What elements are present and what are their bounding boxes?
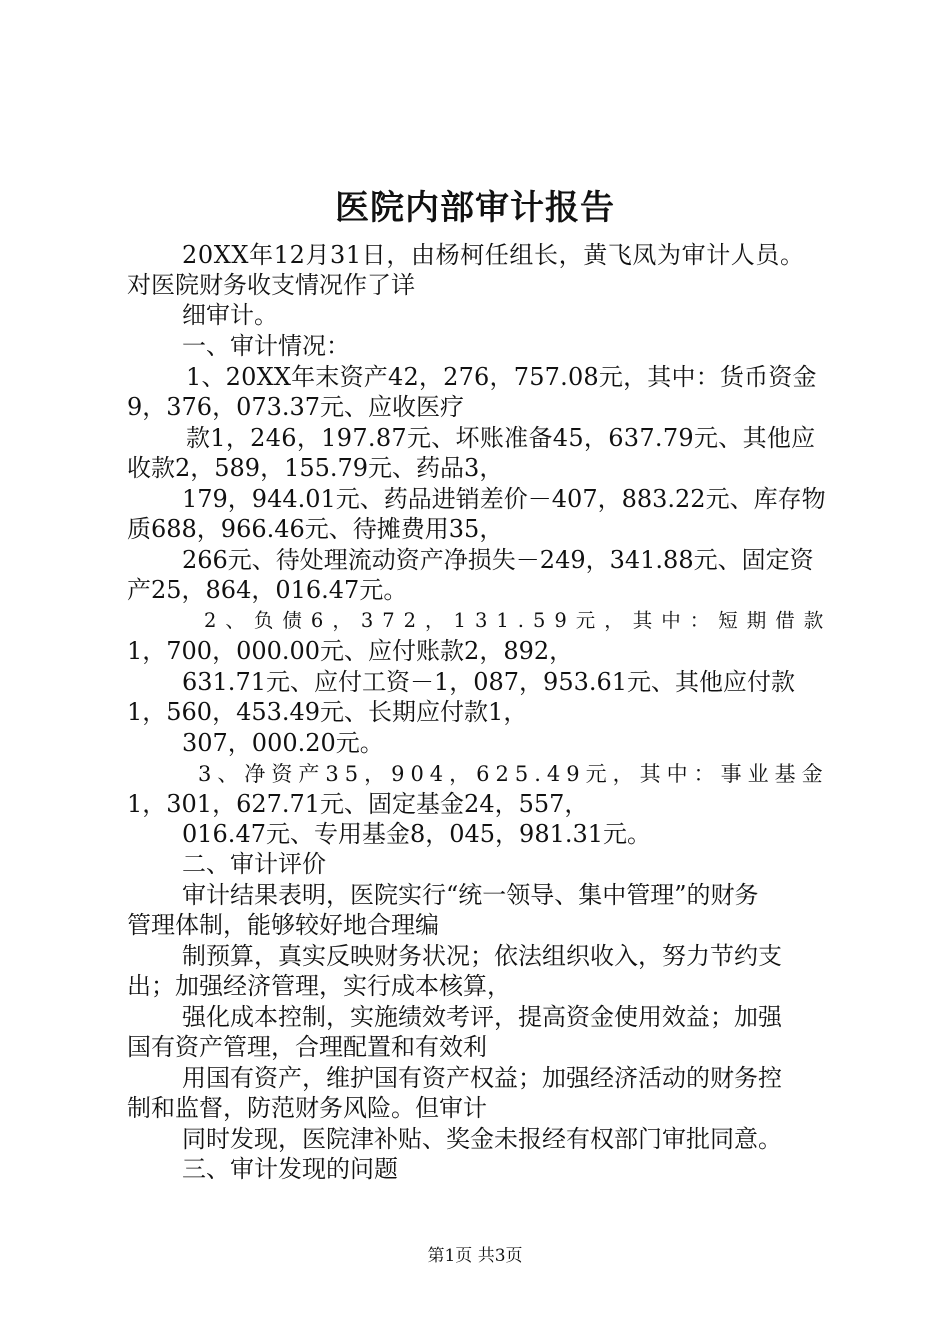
body-line: 细审计。 (182, 301, 278, 329)
body-line: 同时发现，医院津补贴、奖金未报经有权部门审批同意。 (182, 1125, 782, 1153)
body-line: 20XX年12月31日，由杨柯任组长，黄飞凤为审计人员。 (182, 241, 805, 269)
body-line: 2、负债6，372，131.59元，其中：短期借款 (204, 609, 833, 632)
body-line: 管理体制，能够较好地合理编 (127, 911, 439, 939)
body-line: 制预算，真实反映财务状况；依法组织收入，努力节约支 (182, 942, 782, 970)
body-line: 审计结果表明，医院实行“统一领导、集中管理”的财务 (182, 881, 759, 909)
body-line: 307，000.20元。 (182, 729, 384, 757)
page-number: 第1页 共3页 (427, 1246, 523, 1266)
document-title: 医院内部审计报告 (335, 188, 615, 228)
body-line: 产25，864，016.47元。 (127, 576, 408, 604)
section-heading: 一、审计情况： (182, 332, 350, 360)
body-line: 收款2，589，155.79元、药品3， (127, 454, 504, 482)
body-line: 631.71元、应付工资－1，087，953.61元、其他应付款 (182, 668, 796, 696)
body-line: 016.47元、专用基金8，045，981.31元。 (182, 820, 652, 848)
section-heading: 二、审计评价 (182, 850, 326, 878)
body-line: 对医院财务收支情况作了详 (127, 271, 415, 299)
body-line: 9，376，073.37元、应收医疗 (127, 393, 465, 421)
body-line: 款1，246，197.87元、坏账准备45，637.79元、其他应 (186, 424, 816, 452)
body-line: 质688，966.46元、待摊费用35， (127, 515, 504, 543)
body-line: 用国有资产，维护国有资产权益；加强经济活动的财务控 (182, 1064, 782, 1092)
body-line: 国有资产管理，合理配置和有效利 (127, 1033, 487, 1061)
body-line: 266元、待处理流动资产净损失－249，341.88元、固定资 (182, 546, 814, 574)
section-heading: 三、审计发现的问题 (182, 1155, 398, 1183)
body-line: 制和监督，防范财务风险。但审计 (127, 1094, 487, 1122)
body-line: 1、20XX年末资产42，276，757.08元，其中：货币资金 (186, 363, 817, 391)
body-line: 1，700，000.00元、应付账款2，892， (127, 637, 574, 665)
body-line: 1，301，627.71元、固定基金24，557， (127, 790, 589, 818)
body-line: 出；加强经济管理，实行成本核算， (127, 972, 511, 1000)
body-line: 强化成本控制，实施绩效考评，提高资金使用效益；加强 (182, 1003, 782, 1031)
body-line: 3、净资产35，904，625.49元，其中：事业基金 (198, 762, 829, 786)
body-line: 179，944.01元、药品进销差价－407，883.22元、库存物 (182, 485, 826, 513)
body-line: 1，560，453.49元、长期应付款1， (127, 698, 528, 726)
